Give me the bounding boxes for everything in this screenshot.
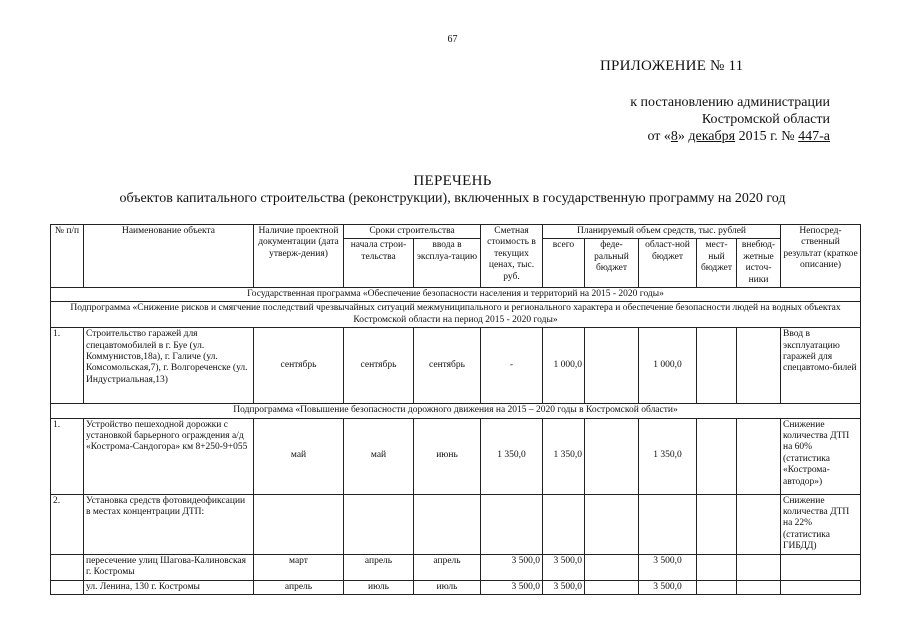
subprogram-2-title: Подпрограмма «Повышение безопасности дорожного движения на 2015 – 2020 годы в Костромской области» bbox=[51, 404, 861, 418]
table-row bbox=[51, 494, 861, 554]
header-offbudget: внебюд-жетные источ-ники bbox=[737, 239, 781, 288]
row-federal bbox=[585, 494, 639, 554]
row-commission: июль bbox=[414, 580, 481, 594]
header-num: № п/п bbox=[51, 225, 84, 288]
header-start: начала строи-тельства bbox=[344, 239, 414, 288]
row-num: 1. bbox=[51, 328, 84, 404]
header-result: Непосред-ственный результат (краткое описание) bbox=[781, 225, 861, 288]
row-total: 1 000,0 bbox=[543, 328, 585, 404]
decree-line-2: Костромской области bbox=[701, 112, 830, 127]
decree-line-3 bbox=[560, 128, 830, 145]
row-name: пересечение улиц Шагова-Калиновская г. Костромы bbox=[84, 554, 254, 580]
subprogram-row bbox=[51, 404, 861, 418]
objects-table bbox=[50, 224, 861, 595]
header-terms: Сроки строительства bbox=[344, 225, 481, 239]
row-federal bbox=[585, 554, 639, 580]
row-start: сентябрь bbox=[344, 328, 414, 404]
row-start bbox=[344, 494, 414, 554]
row-estimate bbox=[481, 494, 543, 554]
header-funds: Планируемый объем средств, тыс. рублей bbox=[543, 225, 781, 239]
row-result: Ввод в эксплуатацию гаражей для спецавтомо-билей bbox=[781, 328, 861, 404]
row-num: 2. bbox=[51, 494, 84, 554]
table-header-row-1 bbox=[51, 225, 861, 239]
table-row bbox=[51, 554, 861, 580]
page-number: 67 bbox=[447, 34, 458, 45]
header-local: мест-ный бюджет bbox=[697, 239, 737, 288]
row-local bbox=[697, 494, 737, 554]
row-name: Строительство гаражей для спецавтомобилей в г. Буе (ул. Коммунистов,18а), г. Галиче (ул. Комсомольская,7), г. Волгореченске (ул. Индустриальная,13) bbox=[84, 328, 254, 404]
header-total: всего bbox=[543, 239, 585, 288]
row-commission: сентябрь bbox=[414, 328, 481, 404]
header-commission: ввода в эксплуа-тацию bbox=[414, 239, 481, 288]
row-regional: 1 350,0 bbox=[639, 418, 697, 494]
row-estimate: - bbox=[481, 328, 543, 404]
row-result bbox=[781, 554, 861, 580]
row-local bbox=[697, 328, 737, 404]
row-commission: июнь bbox=[414, 418, 481, 494]
row-name: Установка средств фотовидеофиксации в местах концентрации ДТП: bbox=[84, 494, 254, 554]
header-name: Наименование объекта bbox=[84, 225, 254, 288]
row-docs: апрель bbox=[254, 580, 344, 594]
row-commission: апрель bbox=[414, 554, 481, 580]
row-result: Снижение количества ДТП на 60% (статистика «Кострома-автодор») bbox=[781, 418, 861, 494]
decree-month: декабря bbox=[688, 129, 736, 144]
row-start: апрель bbox=[344, 554, 414, 580]
subprogram-row bbox=[51, 302, 861, 328]
decree-date-prefix: от « bbox=[647, 129, 671, 144]
header-estimate: Сметная стоимость в текущих ценах, тыс. руб. bbox=[481, 225, 543, 288]
row-docs bbox=[254, 494, 344, 554]
decree-number: 447-а bbox=[798, 129, 830, 144]
row-offbudget bbox=[737, 328, 781, 404]
row-start: июль bbox=[344, 580, 414, 594]
header-regional: област-ной бюджет bbox=[639, 239, 697, 288]
table-row bbox=[51, 418, 861, 494]
row-num bbox=[51, 554, 84, 580]
row-regional: 3 500,0 bbox=[639, 554, 697, 580]
header-federal: феде-ральный бюджет bbox=[585, 239, 639, 288]
decree-date-mid: » bbox=[677, 129, 689, 144]
row-regional: 1 000,0 bbox=[639, 328, 697, 404]
row-regional: 3 500,0 bbox=[639, 580, 697, 594]
row-name: Устройство пешеходной дорожки с установкой барьерного ограждения а/д «Кострома-Сандогора» км 8+250-9+055 bbox=[84, 418, 254, 494]
row-total: 3 500,0 bbox=[543, 580, 585, 594]
state-program-row bbox=[51, 288, 861, 302]
decree-reference bbox=[560, 94, 830, 145]
row-total: 1 350,0 bbox=[543, 418, 585, 494]
row-commission bbox=[414, 494, 481, 554]
row-local bbox=[697, 418, 737, 494]
row-estimate: 3 500,0 bbox=[481, 580, 543, 594]
table-row bbox=[51, 328, 861, 404]
row-local bbox=[697, 554, 737, 580]
table-row bbox=[51, 580, 861, 594]
document-title: ПЕРЕЧЕНЬ bbox=[413, 173, 492, 189]
row-docs: сентябрь bbox=[254, 328, 344, 404]
row-offbudget bbox=[737, 494, 781, 554]
row-offbudget bbox=[737, 580, 781, 594]
row-result bbox=[781, 580, 861, 594]
row-total bbox=[543, 494, 585, 554]
row-docs: май bbox=[254, 418, 344, 494]
row-name: ул. Ленина, 130 г. Костромы bbox=[84, 580, 254, 594]
row-local bbox=[697, 580, 737, 594]
row-offbudget bbox=[737, 554, 781, 580]
row-num bbox=[51, 580, 84, 594]
row-num: 1. bbox=[51, 418, 84, 494]
row-estimate: 1 350,0 bbox=[481, 418, 543, 494]
subprogram-1-title: Подпрограмма «Снижение рисков и смягчение последствий чрезвычайных ситуаций межмуниципального и регионального характера и обеспечение безопасности людей на водных объектах Костромской области на период 2015 - 2020 годы» bbox=[51, 302, 861, 328]
row-estimate: 3 500,0 bbox=[481, 554, 543, 580]
header-docs: Наличие проектной документации (дата утверж-дения) bbox=[254, 225, 344, 288]
state-program-title: Государственная программа «Обеспечение безопасности населения и территорий на 2015 - 2020 годы» bbox=[51, 288, 861, 302]
appendix-heading: ПРИЛОЖЕНИЕ № 11 bbox=[600, 58, 744, 74]
row-docs: март bbox=[254, 554, 344, 580]
row-federal bbox=[585, 580, 639, 594]
row-offbudget bbox=[737, 418, 781, 494]
row-result: Снижение количества ДТП на 22% (статистика ГИБДД) bbox=[781, 494, 861, 554]
decree-year: 2015 г. № bbox=[735, 129, 799, 144]
decree-day: 8 bbox=[670, 129, 678, 144]
decree-line-1: к постановлению администрации bbox=[630, 95, 830, 110]
row-federal bbox=[585, 418, 639, 494]
row-total: 3 500,0 bbox=[543, 554, 585, 580]
document-subtitle: объектов капитального строительства (реконструкции), включенных в государственную программу на 2020 год bbox=[119, 191, 786, 206]
row-start: май bbox=[344, 418, 414, 494]
row-federal bbox=[585, 328, 639, 404]
row-regional bbox=[639, 494, 697, 554]
